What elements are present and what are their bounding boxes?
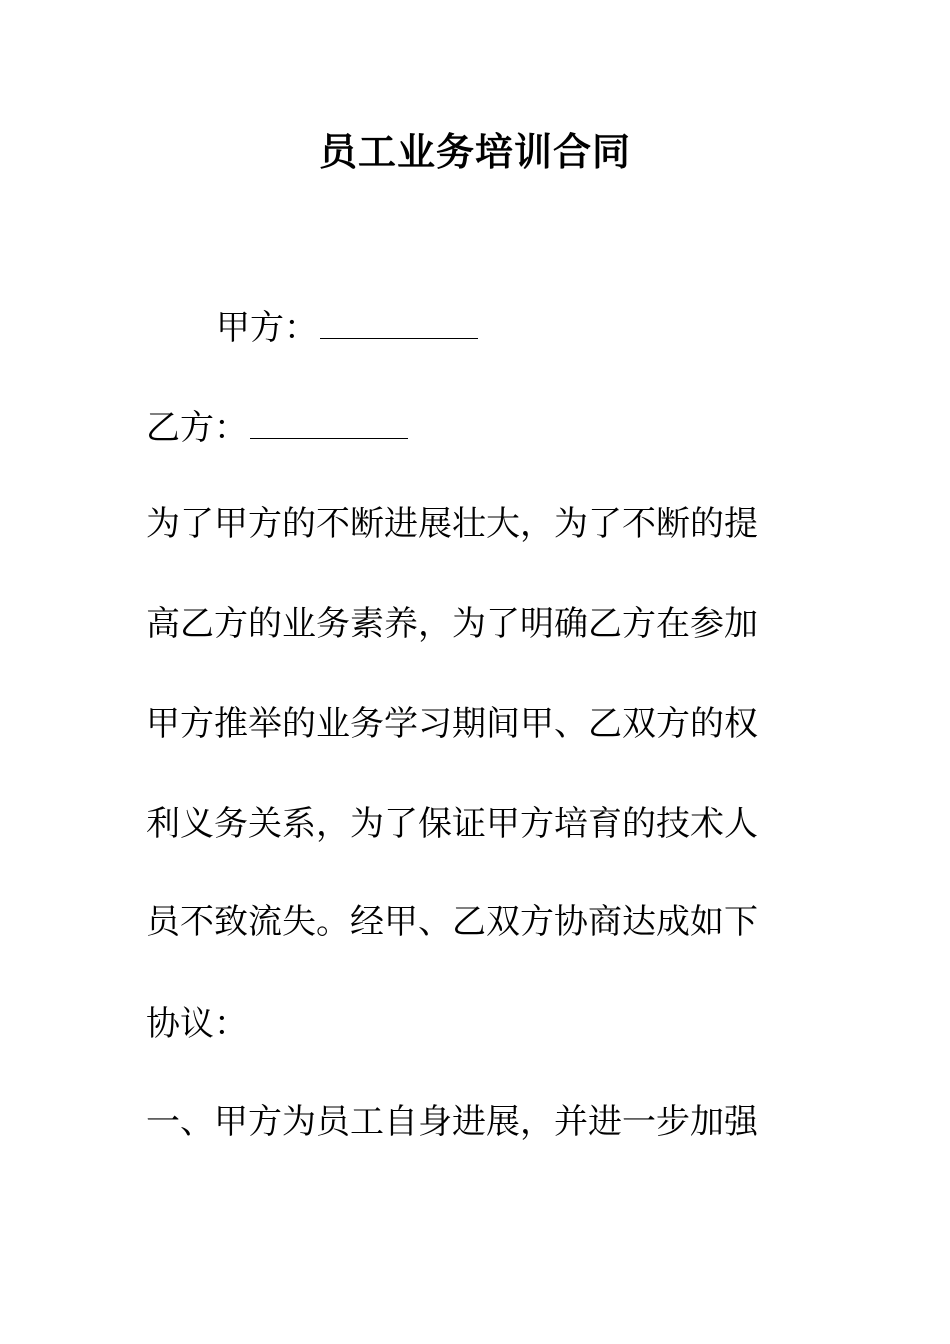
body-text-line: 甲方推举的业务学习期间甲、乙双方的权	[146, 704, 758, 744]
body-text-line: 员不致流失。经甲、乙双方协商达成如下	[146, 902, 758, 942]
body-text-line: 协议：	[146, 1004, 248, 1044]
body-text-line: 为了甲方的不断进展壮大，为了不断的提	[146, 504, 758, 544]
party-a-label: 甲方：	[216, 308, 318, 348]
party-a-line	[216, 304, 478, 352]
document-title: 员工业务培训合同	[318, 129, 631, 174]
party-b-label: 乙方：	[146, 408, 248, 448]
body-text-line: 利义务关系，为了保证甲方培育的技术人	[146, 804, 758, 844]
clause-one-line: 一、甲方为员工自身进展，并进一步加强	[146, 1102, 758, 1142]
body-text-line: 高乙方的业务素养，为了明确乙方在参加	[146, 604, 758, 644]
party-a-blank	[320, 308, 478, 339]
party-b-line	[146, 404, 408, 452]
party-b-blank	[250, 408, 408, 439]
